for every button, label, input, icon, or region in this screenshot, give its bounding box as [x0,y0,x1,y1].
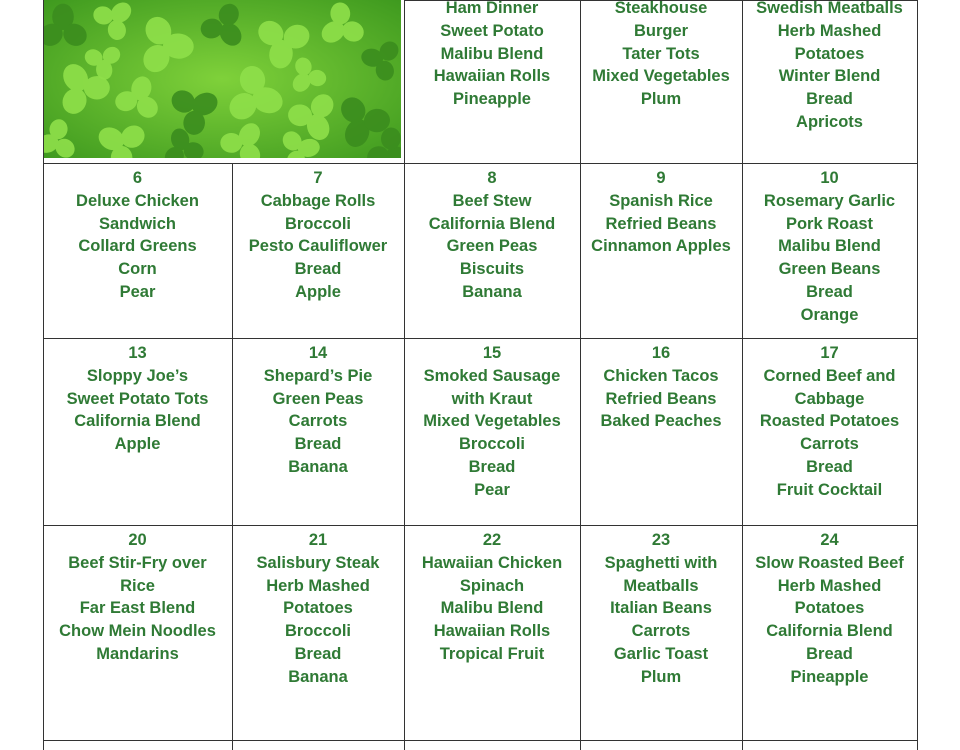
day-number: 15 [482,344,502,362]
menu-day-cell [742,529,917,740]
menu-day-cell [43,167,232,338]
menu-day-cell [742,167,917,338]
clover-photo [43,0,401,158]
menu-item: Shepard’s Pie [263,366,373,385]
menu-item: Apple [295,282,341,301]
day-number: 17 [820,344,839,362]
menu-item: Baked Peaches [600,412,722,431]
menu-item: Carrots [288,412,348,431]
menu-item: Beef Stew [452,191,532,210]
menu-item: Spaghetti with [604,553,718,572]
menu-item: Swedish Meatballs [756,0,903,17]
menu-item: Pear [474,480,510,499]
menu-item: Italian Beans [610,599,712,618]
menu-item: Winter Blend [778,67,881,86]
day-number: 14 [308,344,328,362]
menu-item: Chicken Tacos [603,366,719,385]
clover-icon [43,0,401,158]
menu-item: Bread [294,435,342,454]
menu-item: Ham Dinner [445,0,539,17]
menu-item: Green Peas [446,237,538,256]
day-number: 10 [820,169,839,187]
menu-item: with Kraut [451,389,533,408]
menu-item: Pork Roast [785,214,874,233]
day-number: 9 [656,169,666,187]
menu-item: Plum [640,90,682,109]
menu-day-cell [43,529,232,740]
menu-item: Bread [806,90,853,109]
menu-item: Meatballs [623,576,699,595]
menu-item: Orange [800,305,859,324]
menu-day-cell [580,0,742,156]
grid-line [43,740,918,741]
menu-item: Carrots [800,435,859,454]
menu-day-cell [742,342,917,525]
menu-item: Pineapple [453,90,531,109]
menu-day-cell [742,0,917,156]
day-number: 7 [313,169,323,187]
menu-item: Potatoes [794,44,865,63]
grid-line [917,0,918,750]
menu-item: California Blend [74,412,201,431]
menu-item: Spinach [459,576,525,595]
menu-item: California Blend [766,622,893,641]
menu-item: Bread [806,644,853,663]
menu-item: Refried Beans [605,214,717,233]
menu-item: Cinnamon Apples [591,237,731,256]
day-number: 6 [132,169,143,187]
menu-day-cell [580,529,742,740]
menu-item: Deluxe Chicken [76,191,199,210]
menu-item: Far East Blend [79,599,196,618]
menu-item: Rosemary Garlic [763,191,896,210]
menu-item: Broccoli [458,435,526,454]
menu-day-cell [404,342,580,525]
grid-line [43,525,918,526]
menu-item: California Blend [428,214,556,233]
menu-item: Corned Beef and [763,366,896,385]
day-number: 23 [651,531,671,549]
menu-item: Green Peas [272,389,364,408]
menu-item: Biscuits [459,260,525,279]
menu-item: Corn [118,260,157,279]
menu-item: Mandarins [96,644,179,663]
menu-item: Banana [462,282,522,301]
menu-item: Herb Mashed [266,576,370,595]
menu-item: Sloppy Joe’s [86,366,189,385]
menu-item: Steakhouse [614,0,708,17]
menu-item: Green Beans [778,260,881,279]
menu-item: Bread [294,644,342,663]
menu-item: Smoked Sausage [423,366,561,385]
menu-item: Spanish Rice [609,191,713,210]
menu-day-cell [404,167,580,338]
menu-item: Malibu Blend [778,237,881,256]
menu-item: Herb Mashed [777,21,882,40]
day-number: 16 [651,344,671,362]
menu-item: Herb Mashed [777,576,882,595]
menu-item: Mixed Vegetables [592,67,730,86]
menu-item: Sweet Potato [440,21,544,40]
menu-item: Pesto Cauliflower [248,237,388,256]
day-number: 24 [820,531,839,549]
menu-item: Pineapple [790,667,869,686]
menu-item: Rice [120,576,155,595]
menu-day-cell [404,529,580,740]
menu-day-cell [580,167,742,338]
menu-item: Plum [640,667,682,686]
menu-item: Chow Mein Noodles [59,622,216,641]
menu-day-cell [580,342,742,525]
menu-item: Sandwich [98,214,176,233]
menu-item: Potatoes [283,599,353,618]
menu-item: Tropical Fruit [439,644,545,663]
menu-item: Sweet Potato Tots [66,389,209,408]
menu-item: Refried Beans [605,389,717,408]
menu-item: Beef Stir-Fry over [68,553,207,572]
day-number: 8 [487,169,497,187]
menu-item: Cabbage Rolls [260,191,376,210]
menu-item: Broccoli [284,622,352,641]
menu-item: Broccoli [284,214,352,233]
menu-item: Tater Tots [622,44,700,63]
menu-item: Pear [119,282,156,301]
day-number: 21 [308,531,328,549]
menu-day-cell [232,342,404,525]
menu-day-cell [232,529,404,740]
grid-line [43,163,918,164]
menu-item: Collard Greens [78,237,197,256]
menu-item: Potatoes [794,599,865,618]
day-number: 20 [128,531,147,549]
menu-item: Banana [288,667,348,686]
menu-day-cell [43,342,232,525]
menu-item: Slow Roasted Beef [755,553,904,572]
menu-item: Hawaiian Chicken [421,553,563,572]
menu-item: Hawaiian Rolls [433,67,551,86]
menu-day-cell [404,0,580,156]
menu-item: Cabbage [794,389,865,408]
menu-item: Carrots [631,622,691,641]
menu-item: Apple [114,435,161,454]
grid-line [43,338,918,339]
menu-item: Bread [806,282,853,301]
day-number: 22 [482,531,502,549]
menu-item: Malibu Blend [440,44,544,63]
menu-item: Bread [294,260,342,279]
menu-item: Roasted Potatoes [759,412,900,431]
menu-item: Bread [468,457,516,476]
menu-item: Banana [288,457,348,476]
menu-item: Salisbury Steak [256,553,380,572]
menu-item: Fruit Cocktail [776,480,883,499]
menu-item: Hawaiian Rolls [433,622,551,641]
menu-item: Burger [633,21,689,40]
menu-day-cell [232,167,404,338]
menu-item: Mixed Vegetables [423,412,561,431]
day-number: 13 [128,344,147,362]
menu-item: Bread [806,457,853,476]
menu-item: Garlic Toast [613,644,709,663]
menu-item: Apricots [796,112,863,131]
menu-item: Malibu Blend [440,599,544,618]
